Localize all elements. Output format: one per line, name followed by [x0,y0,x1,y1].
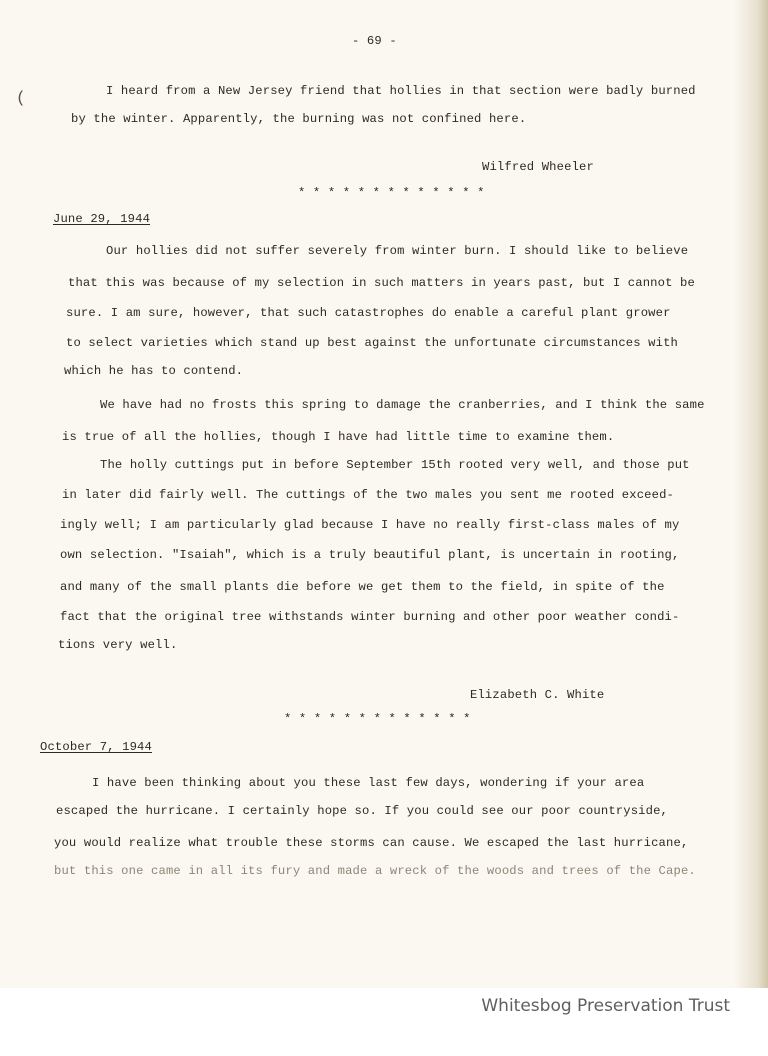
signature-white: Elizabeth C. White [470,688,605,702]
text-line: by the winter. Apparently, the burning was not confined here. [71,112,527,126]
margin-mark: ( [16,89,26,107]
section-divider: * * * * * * * * * * * * * [298,186,485,200]
signature-wheeler: Wilfred Wheeler [482,160,594,174]
text-line: fact that the original tree withstands winter burning and other poor weather condi- [60,610,680,624]
text-line: you would realize what trouble these storms can cause. We escaped the last hurricane, [54,836,689,850]
text-line: own selection. "Isaiah", which is a truly beautiful plant, is uncertain in rooting, [60,548,680,562]
date-heading: October 7, 1944 [40,740,152,754]
text-line: We have had no frosts this spring to damage the cranberries, and I think the same [100,398,705,412]
page-edge-shadow [734,0,768,988]
page-number: - 69 - [352,34,397,48]
text-line: but this one came in all its fury and made a wreck of the woods and trees of the Cape. [54,864,696,878]
text-line: is true of all the hollies, though I have had little time to examine them. [62,430,615,444]
date-heading: June 29, 1944 [53,212,151,226]
text-line: in later did fairly well. The cuttings of the two males you sent me rooted exceed- [62,488,675,502]
text-line: that this was because of my selection in such matters in years past, but I cannot be [68,276,695,290]
text-line: I have been thinking about you these last few days, wondering if your area [92,776,645,790]
text-line: and many of the small plants die before we get them to the field, in spite of the [60,580,665,594]
text-line: The holly cuttings put in before September 15th rooted very well, and those put [100,458,690,472]
text-line: escaped the hurricane. I certainly hope so. If you could see our poor countryside, [56,804,669,818]
text-line: sure. I am sure, however, that such catastrophes do enable a careful plant grower [66,306,671,320]
text-line: Our hollies did not suffer severely from winter burn. I should like to believe [106,244,689,258]
text-line: I heard from a New Jersey friend that hollies in that section were badly burned [106,84,696,98]
text-line: ingly well; I am particularly glad because I have no really first-class males of my [60,518,680,532]
text-line: which he has to contend. [64,364,244,378]
watermark-credit: Whitesbog Preservation Trust [481,996,730,1016]
text-line: tions very well. [58,638,178,652]
text-line: to select varieties which stand up best against the unfortunate circumstances with [66,336,679,350]
section-divider: * * * * * * * * * * * * * [284,712,471,726]
